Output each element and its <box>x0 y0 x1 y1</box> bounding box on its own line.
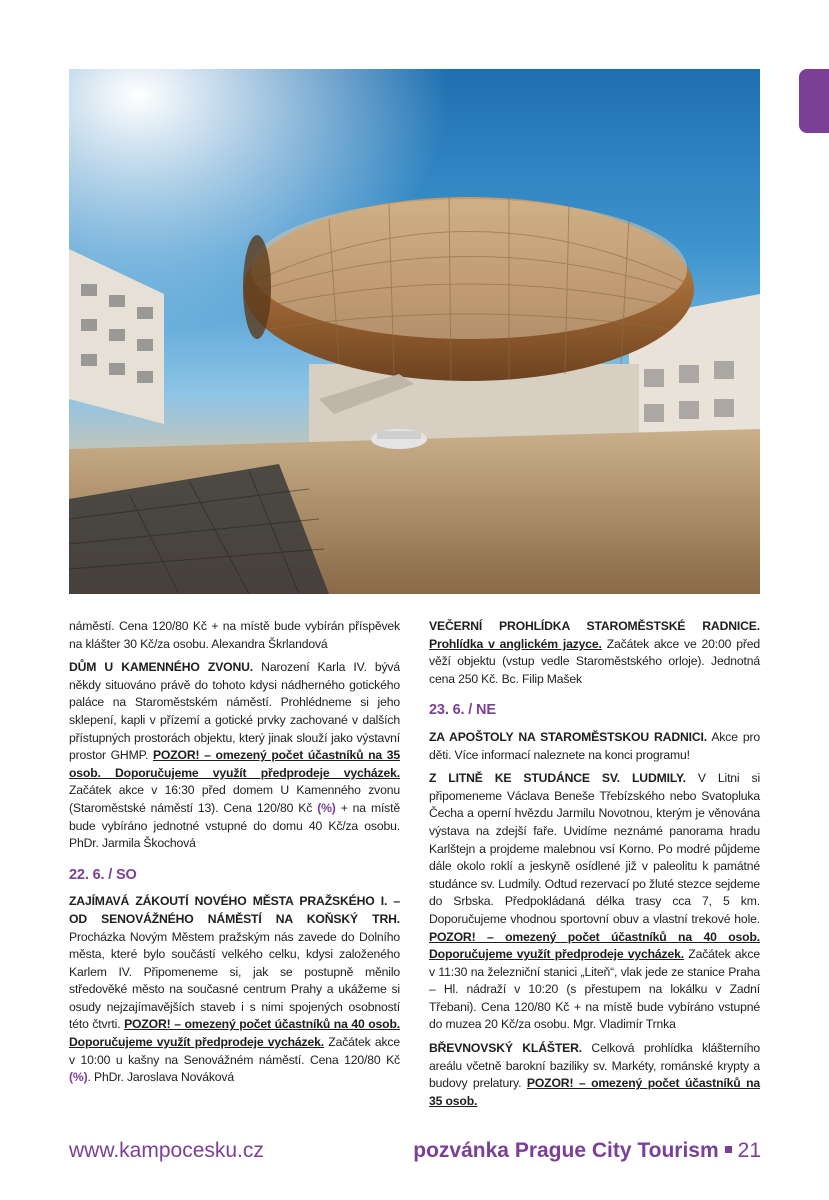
footer-website-link[interactable]: www.kampocesku.cz <box>69 1139 264 1162</box>
footer-brand-pagenumber <box>413 1139 761 1163</box>
day-heading-22-6: 22. 6. / SO <box>69 866 137 883</box>
event-vecerni-prohlidka: VEČERNÍ PROHLÍDKA STAROMĚSTSKÉ RADNICE. Prohlídka v anglickém jazyce. Začátek akce ve 20:00 před věží objektu (vstup vedle Staroměstského orloje). Jednotná cena 250 Kč. Bc. Filip Mašek <box>429 619 760 686</box>
intro-paragraph: náměstí. Cena 120/80 Kč + na místě bude vybírán příspěvek na klášter 30 Kč/za osobu. Alexandra Škrlandová <box>69 619 400 651</box>
event-z-litne: Z LITNĚ KE STUDÁNCE SV. LUDMILY. V Litni si připomeneme Václava Beneše Třebízského nebo Svatopluka Čecha a operní hvězdu Jarmilu Novotnou, kterým je věnována výstava na zdejší faře. Uvidíme neznámé panorama hradu Karlštejn a projdeme malebnou vsí Korno. Po modré půjdeme dále okolo roklí a jeskyně osídlené již v paleolitu k památné studánce sv. Ludmily. Odtud rezervací po žluté stezce sejdeme do Srbska. Předpokládaná délka trasy cca 7, 5 km. Doporučujeme vhodnou sportovní obuv a vlastní trekové hole. POZOR! – omezený počet účastníků na 40 osob. Doporučujeme využít předprodeje vycházek. Začátek akce v 11:30 na železniční stanici „Liteň“, vlak jede ze stanice Praha – Hl. nádraží v 10:20 (s přestupem na lokálku v Zadní Třebani). Cena 120/80 Kč + na místě bude vybíráno vstupné do muzea 20 Kč/za osobu. Mgr. Vladimír Trnka <box>429 771 761 1032</box>
footer-brand: pozvánka Prague City Tourism <box>413 1139 719 1162</box>
left-text-column <box>69 618 400 1120</box>
capacity-warning: POZOR! – omezený počet účastníků na 35 osob. Doporučujeme využít předprodeje vycházek. <box>69 748 400 780</box>
language-note: Prohlídka v anglickém jazyce. <box>429 636 602 651</box>
event-za-apostoly: ZA APOŠTOLY NA STAROMĚSTSKOU RADNICI. Akce pro děti. Více informací naleznete na konci programu! <box>429 729 760 762</box>
event-brevnovsky-klaster: BŘEVNOVSKÝ KLÁŠTER. Celková prohlídka klášterního areálu včetně barokní baziliky sv. Markéty, románské krypty a budovy prelatury. POZOR! – omezený počet účastníků na 35 osob. <box>429 1041 760 1108</box>
event-title: BŘEVNOVSKÝ KLÁŠTER. <box>429 1041 582 1056</box>
page-number: 21 <box>737 1139 761 1162</box>
day-heading-23-6: 23. 6. / NE <box>429 702 496 719</box>
section-tab-marker <box>799 69 829 133</box>
capacity-warning: POZOR! – omezený počet účastníků na 40 osob. Doporučujeme využít předprodeje vycházek. <box>429 929 760 962</box>
event-dum-u-kamenneho-zvonu: DŮM U KAMENNÉHO ZVONU. Narození Karla IV. bývá někdy situováno právě do tohoto kdysi nádherného gotického paláce na Staroměstském náměstí. Prohlédneme si jeho sklepení, kapli v přízemí a gotické prvky zachované v dalších přístupných prostorách objektu, který jinak slouží jako výstavní prostor GHMP. POZOR! – omezený počet účastníků na 35 osob. Doporučujeme využít předprodeje vycházek. Začátek akce v 16:30 před domem U Kamenného zvonu (Staroměstské náměstí 13). Cena 120/80 Kč (%) + na místě bude vybíráno jednotné vstupné do domu 40 Kč/za osobu. PhDr. Jarmila Škochová <box>69 660 401 851</box>
capacity-warning: POZOR! – omezený počet účastníků na 35 osob. <box>429 1076 760 1108</box>
event-title: Z LITNĚ KE STUDÁNCE SV. LUDMILY. <box>429 771 686 786</box>
square-bullet-icon <box>725 1146 732 1153</box>
airship-sculpture-photo <box>69 69 760 594</box>
event-title: ZAJÍMAVÁ ZÁKOUTÍ NOVÉHO MĚSTA PRAŽSKÉHO I. – OD SENOVÁŽNÉHO NÁMĚSTÍ NA KOŇSKÝ TRH. <box>69 894 400 926</box>
right-text-column <box>429 618 760 1120</box>
event-title: DŮM U KAMENNÉHO ZVONU. <box>69 660 254 675</box>
event-title: ZA APOŠTOLY NA STAROMĚSTSKOU RADNICI. <box>429 729 707 744</box>
discount-mark: (%) <box>69 1070 88 1085</box>
event-title: VEČERNÍ PROHLÍDKA STAROMĚSTSKÉ RADNICE. <box>429 619 760 633</box>
discount-mark: (%) <box>317 800 336 815</box>
capacity-warning: POZOR! – omezený počet účastníků na 40 osob. Doporučujeme využít předprodeje vycházek. <box>69 1017 400 1050</box>
event-nove-mesto: ZAJÍMAVÁ ZÁKOUTÍ NOVÉHO MĚSTA PRAŽSKÉHO I. – OD SENOVÁŽNÉHO NÁMĚSTÍ NA KOŇSKÝ TRH. Procházka Novým Městem pražským nás zavede do Dolního města, které bylo součástí velkého celku, kdysi založeného Karlem IV. Připomeneme si, jak se postupně měnilo středověké město na současné centrum Prahy a ukážeme si osudy nejzajímavějších staveb i s nimi spojených osobností této čtvrti. POZOR! – omezený počet účastníků na 40 osob. Doporučujeme využít předprodeje vycházek. Začátek akce v 10:00 u kašny na Senovážném náměstí. Cena 120/80 Kč (%). PhDr. Jaroslava Nováková <box>69 894 400 1085</box>
